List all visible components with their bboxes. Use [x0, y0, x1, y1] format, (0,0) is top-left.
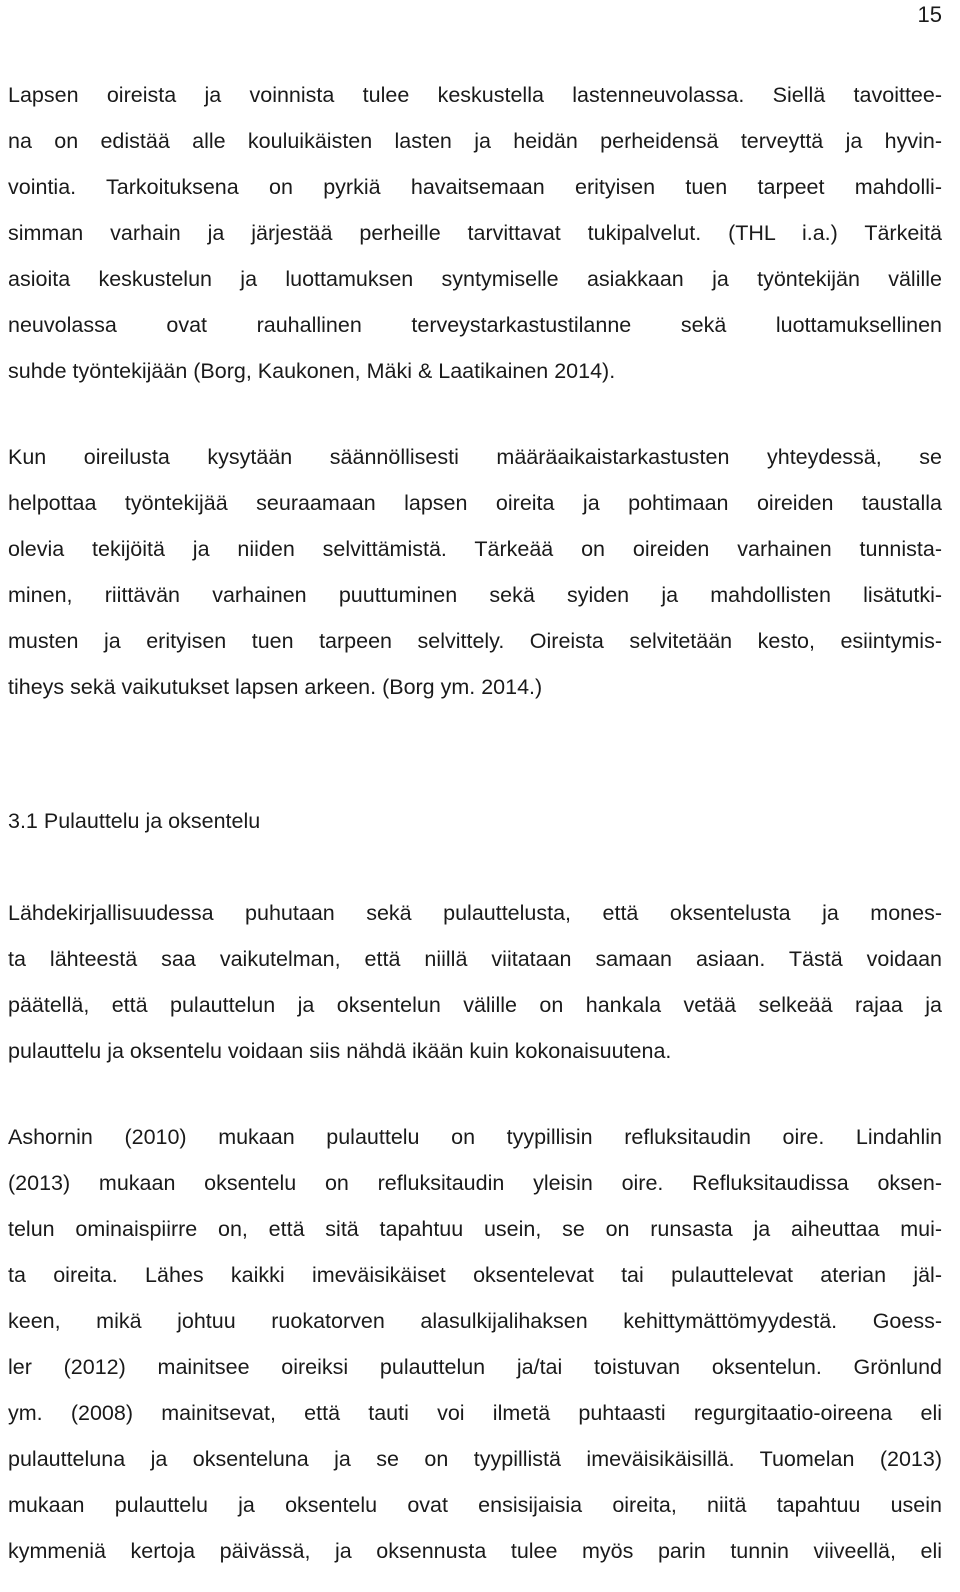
text-line: minen, riittävän varhainen puuttuminen sekä syiden ja mahdollisten lisätutki-	[8, 583, 942, 607]
text-line: telun ominaispiirre on, että sitä tapahtuu usein, se on runsasta ja aiheuttaa mui-	[8, 1217, 942, 1241]
text-line: simman varhain ja järjestää perheille tarvittavat tukipalvelut. (THL i.a.) Tärkeitä	[8, 221, 942, 245]
text-line: helpottaa työntekijää seuraamaan lapsen oireita ja pohtimaan oireiden taustalla	[8, 491, 942, 515]
text-line: Lapsen oireista ja voinnista tulee keskustella lastenneuvolassa. Siellä tavoittee-	[8, 83, 942, 107]
text-line: kymmeniä kertoja päivässä, ja oksennusta tulee myös parin tunnin viiveellä, eli	[8, 1539, 942, 1563]
text-line: Ashornin (2010) mukaan pulauttelu on tyypillisin refluksitaudin oire. Lindahlin	[8, 1125, 942, 1149]
text-line: Kun oireilusta kysytään säännöllisesti määräaikaistarkastusten yhteydessä, se	[8, 445, 942, 469]
text-line: päätellä, että pulauttelun ja oksentelun välille on hankala vetää selkeää rajaa ja	[8, 993, 942, 1017]
text-line: (2013) mukaan oksentelu on refluksitaudin yleisin oire. Refluksitaudissa oksen-	[8, 1171, 942, 1195]
text-line: ym. (2008) mainitsevat, että tauti voi ilmetä puhtaasti regurgitaatio-oireena eli	[8, 1401, 942, 1425]
text-line: mukaan pulauttelu ja oksentelu ovat ensisijaisia oireita, niitä tapahtuu usein	[8, 1493, 942, 1517]
text-line: ta oireita. Lähes kaikki imeväisikäiset oksentelevat tai pulauttelevat aterian jäl-	[8, 1263, 942, 1287]
text-line: neuvolassa ovat rauhallinen terveystarkastustilanne sekä luottamuksellinen	[8, 313, 942, 337]
text-line: suhde työntekijään (Borg, Kaukonen, Mäki & Laatikainen 2014).	[8, 359, 616, 383]
text-line: pulauttelu ja oksentelu voidaan siis nähdä ikään kuin kokonaisuutena.	[8, 1039, 672, 1063]
text-line: ta lähteestä saa vaikutelman, että niillä viitataan samaan asiaan. Tästä voidaan	[8, 947, 942, 971]
text-line: na on edistää alle kouluikäisten lasten ja heidän perheidensä terveyttä ja hyvin-	[8, 129, 942, 153]
text-line: tiheys sekä vaikutukset lapsen arkeen. (Borg ym. 2014.)	[8, 675, 543, 699]
text-line: olevia tekijöitä ja niiden selvittämistä. Tärkeää on oireiden varhainen tunnista-	[8, 537, 942, 561]
text-line: pulautteluna ja oksenteluna ja se on tyypillistä imeväisikäisillä. Tuomelan (2013)	[8, 1447, 942, 1471]
text-line: asioita keskustelun ja luottamuksen syntymiselle asiakkaan ja työntekijän välille	[8, 267, 942, 291]
text-line: ler (2012) mainitsee oireiksi pulauttelun ja/tai toistuvan oksentelun. Grönlund	[8, 1355, 942, 1379]
text-line: Lähdekirjallisuudessa puhutaan sekä pulauttelusta, että oksentelusta ja mones-	[8, 901, 942, 925]
text-line: vointia. Tarkoituksena on pyrkiä havaitsemaan erityisen tuen tarpeet mahdolli-	[8, 175, 942, 199]
text-line: keen, mikä johtuu ruokatorven alasulkijalihaksen kehittymättömyydestä. Goess-	[8, 1309, 942, 1333]
section-heading: 3.1 Pulauttelu ja oksentelu	[8, 809, 261, 833]
text-line: musten ja erityisen tuen tarpeen selvittely. Oireista selvitetään kesto, esiintymis-	[8, 629, 942, 653]
page-number: 15	[917, 2, 942, 27]
